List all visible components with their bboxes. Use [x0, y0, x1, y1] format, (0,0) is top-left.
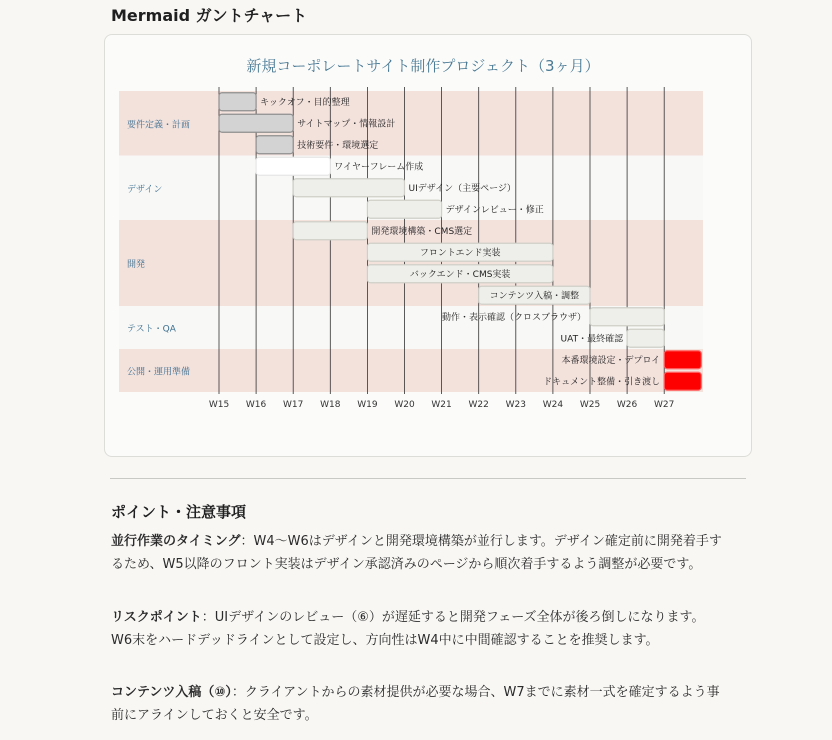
- gantt-task-bar: [664, 351, 701, 369]
- gantt-task-bar: [219, 93, 256, 111]
- note-label: 並行作業のタイミング: [111, 534, 241, 549]
- gantt-chart-card: [104, 34, 752, 457]
- gantt-task-label: UIデザイン（主要ページ）: [408, 183, 516, 194]
- x-tick-label: W26: [616, 400, 638, 410]
- gantt-task-label: バックエンド・CMS実装: [409, 269, 511, 280]
- gantt-task-label: ワイヤーフレーム作成: [334, 162, 424, 173]
- x-tick-label: W27: [654, 400, 675, 410]
- gantt-chart: [105, 35, 751, 456]
- note-text: ：W4〜W6はデザインと開発環境構築が並行します。デザイン確定前に開発着手するため、W5以降のフロント実装はデザイン承認済みのページから順次着手するよう調整が必要です。: [111, 534, 722, 572]
- gantt-task-bar: [367, 200, 441, 218]
- section-band: [119, 91, 703, 156]
- x-tick-label: W23: [505, 400, 526, 410]
- x-tick-label: W17: [283, 400, 304, 410]
- section-label: 要件定義・計画: [127, 120, 191, 131]
- gantt-task-bar: [590, 308, 664, 326]
- section-label: テスト・QA: [127, 324, 176, 335]
- gantt-task-bar: [256, 136, 293, 154]
- gantt-task-bar: [219, 114, 293, 132]
- gantt-task-label: キックオフ・目的整理: [260, 97, 350, 108]
- chart-title: 新規コーポレートサイト制作プロジェクト（3ヶ月）: [246, 57, 600, 75]
- x-tick-label: W18: [320, 400, 341, 410]
- gantt-task-label: コンテンツ入稿・調整: [489, 291, 580, 302]
- x-tick-label: W25: [579, 400, 601, 410]
- gantt-task-bar: [627, 329, 664, 347]
- gantt-task-label: 技術要件・環境選定: [297, 140, 379, 151]
- gantt-task-bar: [664, 372, 701, 390]
- note-label: コンテンツ入稿（⑩）: [111, 685, 232, 700]
- note-text: ：クライアントからの素材提供が必要な場合、W7までに素材一式を確定するよう事前にアラインしておくと安全です。: [111, 685, 720, 723]
- gantt-task-bar: [256, 157, 330, 175]
- gantt-task-label: フロントエンド実装: [419, 248, 501, 259]
- gantt-task-label: 動作・表示確認（クロスブラウザ）: [441, 312, 586, 323]
- x-tick-label: W20: [394, 400, 415, 410]
- note-label: リスクポイント: [111, 610, 202, 625]
- x-tick-label: W24: [542, 400, 564, 410]
- x-tick-label: W16: [245, 400, 267, 410]
- x-tick-label: W22: [468, 400, 489, 410]
- section-label: デザイン: [127, 184, 163, 195]
- page-heading: Mermaid ガントチャート: [111, 6, 308, 25]
- section-divider: [110, 478, 746, 479]
- gantt-task-label: ドキュメント整備・引き渡し: [543, 377, 661, 388]
- x-tick-label: W15: [208, 400, 230, 410]
- section-label: 公開・運用準備: [127, 367, 191, 378]
- note-text: ：UIデザインのレビュー（⑥）が遅延すると開発フェーズ全体が後ろ倒しになります。W6末をハードデッドラインとして設定し、方向性はW4中に中間確認することを推奨します。: [111, 610, 705, 648]
- x-tick-label: W21: [431, 400, 452, 410]
- gantt-task-bar: [293, 222, 367, 240]
- note-item: [111, 530, 723, 576]
- x-tick-label: W19: [357, 400, 378, 410]
- note-item: [111, 606, 723, 652]
- note-item: [111, 681, 723, 727]
- gantt-task-label: サイトマップ・情報設計: [297, 119, 396, 130]
- gantt-task-bar: [293, 179, 404, 197]
- section-label: 開発: [127, 260, 146, 270]
- gantt-task-label: UAT・最終確認: [560, 334, 624, 345]
- gantt-task-label: 本番環境設定・デプロイ: [561, 355, 661, 366]
- gantt-task-label: デザインレビュー・修正: [445, 205, 544, 216]
- notes-title: ポイント・注意事項: [111, 503, 247, 521]
- gantt-task-label: 開発環境構築・CMS選定: [371, 226, 473, 237]
